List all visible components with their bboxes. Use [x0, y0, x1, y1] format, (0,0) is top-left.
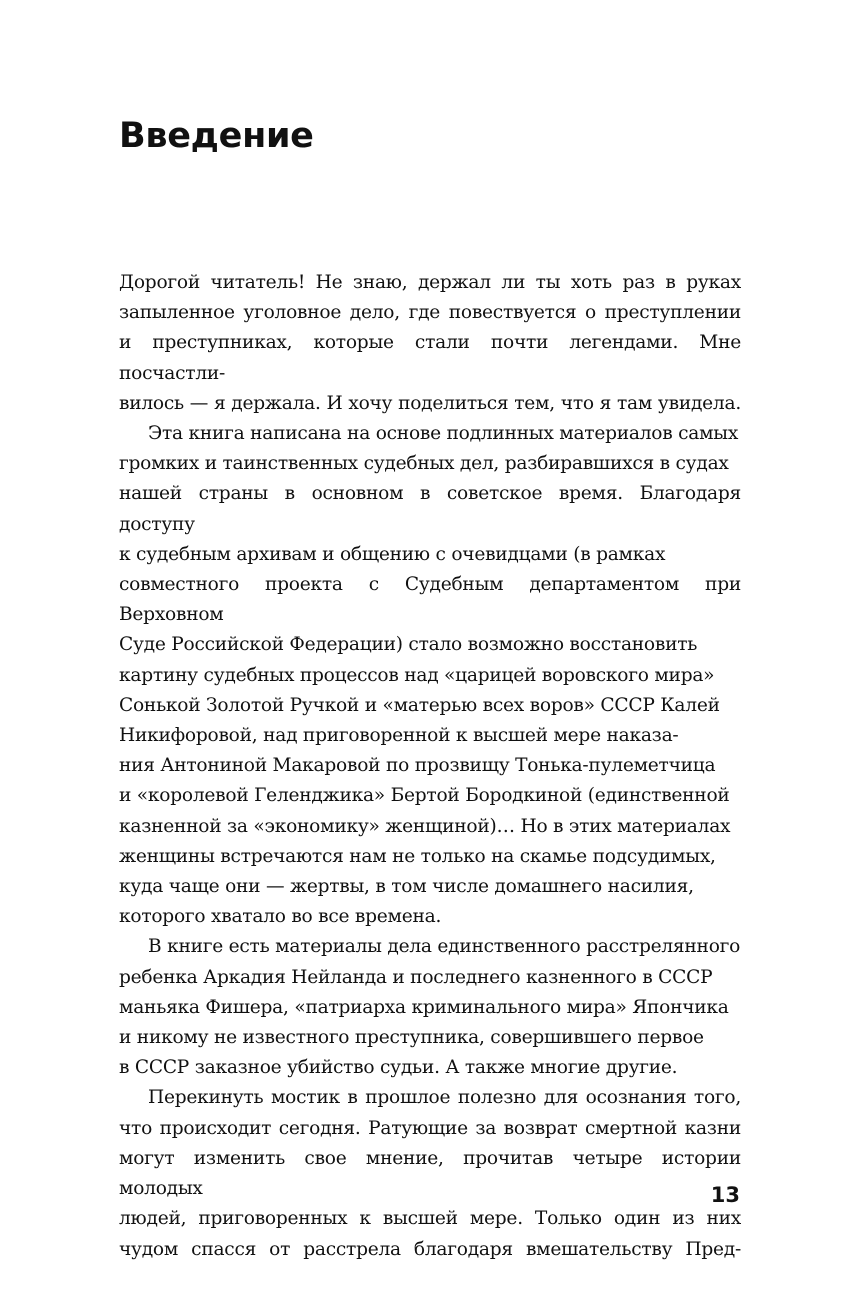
text-line: ния Антониной Макаровой по прозвищу Тонька-пулеметчица	[119, 755, 716, 777]
body-text	[119, 268, 741, 1265]
text-line: В книге есть материалы дела единственного расстрелянного	[148, 936, 741, 958]
text-line: маньяка Фишера, «патриарха криминального мира» Япончика	[119, 996, 729, 1018]
text-line: к судебным архивам и общению с очевидцами (в рамках	[119, 543, 666, 565]
text-line: могут изменить свое мнение, прочитав четыре истории молодых	[119, 1147, 741, 1200]
text-line: громких и таинственных судебных дел, разбиравшихся в судах	[119, 453, 729, 475]
text-line: в СССР заказное убийство судьи. А также многие другие.	[119, 1057, 678, 1079]
text-line: совместного проекта с Судебным департаментом при Верховном	[119, 574, 741, 626]
text-line: Перекинуть мостик в прошлое полезно для осознания того,	[148, 1087, 741, 1109]
text-line: ребенка Аркадия Нейланда и последнего казненного в СССР	[119, 966, 713, 988]
paragraph-4	[119, 1083, 741, 1264]
text-line: и преступниках, которые стали почти легендами. Мне посчастли-	[119, 332, 741, 384]
text-line: и никому не известного преступника, совершившего первое	[119, 1027, 704, 1049]
page-number: 13	[710, 1183, 740, 1207]
chapter-title: Введение	[119, 116, 314, 156]
text-line: вилось — я держала. И хочу поделиться тем, что я там увидела.	[119, 392, 741, 414]
text-line: картину судебных процессов над «царицей воровского мира»	[119, 664, 715, 686]
text-line: женщины встречаются нам не только на скамье подсудимых,	[119, 845, 716, 867]
text-line: Никифоровой, над приговоренной к высшей мере наказа-	[119, 725, 679, 747]
paragraph-2	[119, 419, 741, 932]
text-line: что происходит сегодня. Ратующие за возврат смертной казни	[119, 1117, 741, 1139]
text-line: запыленное уголовное дело, где повествуется о преступлении	[119, 302, 741, 324]
text-line: Дорогой читатель! Не знаю, держал ли ты хоть раз в руках	[119, 272, 741, 293]
text-line: Суде Российской Федерации) стало возможно восстановить	[119, 634, 698, 656]
text-line: куда чаще они — жертвы, в том числе домашнего насилия,	[119, 876, 694, 898]
text-line: людей, приговоренных к высшей мере. Только один из них	[119, 1208, 741, 1230]
text-line: нашей страны в основном в советское время. Благодаря доступу	[119, 483, 741, 535]
text-line: Сонькой Золотой Ручкой и «матерью всех воров» СССР Калей	[119, 694, 720, 716]
text-line: которого хватало во все времена.	[119, 906, 442, 928]
paragraph-1	[119, 268, 741, 419]
text-line: и «королевой Геленджика» Бертой Бородкиной (единственной	[119, 785, 730, 807]
text-line: Эта книга написана на основе подлинных материалов самых	[148, 423, 739, 445]
paragraph-3	[119, 932, 741, 1083]
text-line: чудом спасся от расстрела благодаря вмешательству Пред-	[119, 1238, 741, 1260]
text-line: казненной за «экономику» женщиной)… Но в этих материалах	[119, 815, 731, 837]
